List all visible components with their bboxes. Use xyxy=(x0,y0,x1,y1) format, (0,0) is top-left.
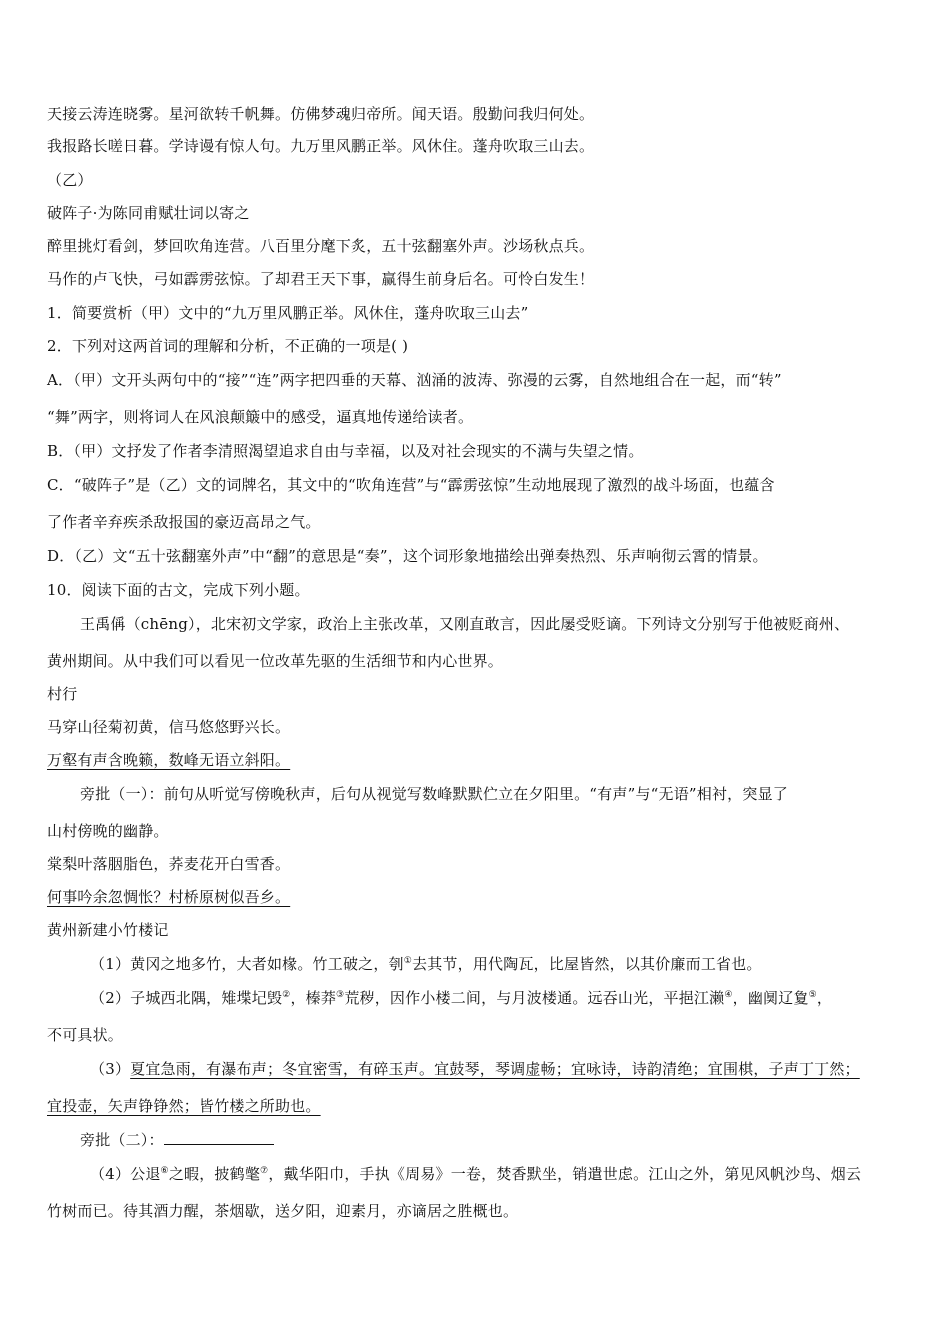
poem-title-cunxing: 村行 xyxy=(47,685,78,703)
poem-yi-line-2: 马作的卢飞快，弓如霹雳弦惊。了却君王天下事，赢得生前身后名。可怜白发生！ xyxy=(47,270,595,288)
side-note-1-line-1: 旁批（一）：前句从听觉写傍晚秋声，后句从视觉写数峰默默伫立在夕阳里。“有声”与“无语”相衬，突显了 xyxy=(80,785,788,803)
p4-text-a: （4）公退 xyxy=(90,1165,161,1183)
side-note-2 xyxy=(80,1130,274,1150)
essay-title: 黄州新建小竹楼记 xyxy=(47,921,169,939)
cunxing-line-4-underlined: 何事吟余忽惆怅？村桥原树似吾乡。 xyxy=(47,888,291,906)
p2-text-e: ， xyxy=(816,989,833,1007)
p2-text-a: （2）子城西北隅，雉堞圮毁 xyxy=(90,989,283,1007)
option-b: B．（甲）文抒发了作者李清照渴望追求自由与幸福，以及对社会现实的不满与失望之情。 xyxy=(47,442,644,460)
p4-text-c: ，戴华阳巾，手执《周易》一卷，焚香默坐，销遣世虑。江山之外，第见风帆沙鸟、烟云 xyxy=(268,1165,862,1183)
option-c-line-2: 了作者辛弃疾杀敌报国的豪迈高昂之气。 xyxy=(47,513,321,531)
option-a-line-2: “舞”两字，则将词人在风浪颠簸中的感受，逼真地传递给读者。 xyxy=(47,408,474,426)
footnote-mark: ⑤ xyxy=(808,990,817,1000)
p2-text-b: ，榛莽 xyxy=(290,989,337,1007)
p2-text-d: ，幽阒辽夐 xyxy=(732,989,809,1007)
question-10-stem: 10．阅读下面的古文，完成下列小题。 xyxy=(47,581,310,599)
poem-yi-line-1: 醉里挑灯看剑，梦回吹角连营。八百里分麾下炙，五十弦翻塞外声。沙场秋点兵。 xyxy=(47,237,595,255)
option-d: D．（乙）文“五十弦翻塞外声”中“翻”的意思是“奏”，这个词形象地描绘出弹奏热烈、乐声响彻云霄的情景。 xyxy=(47,547,768,565)
poem-yi-label: （乙） xyxy=(47,171,93,189)
essay-paragraph-2-line-1 xyxy=(90,988,832,1008)
poem-jia-line-2: 我报路长嗟日暮。学诗谩有惊人句。九万里风鹏正举。风休住。蓬舟吹取三山去。 xyxy=(47,137,595,155)
essay-paragraph-3-line-2-underlined: 宜投壶，矢声铮铮然；皆竹楼之所助也。 xyxy=(47,1097,321,1115)
question-2: 2．下列对这两首词的理解和分析，不正确的一项是( ) xyxy=(47,337,409,355)
answer-blank[interactable] xyxy=(164,1130,274,1145)
footnote-mark: ① xyxy=(403,956,413,966)
poem-yi-title: 破阵子·为陈同甫赋壮词以寄之 xyxy=(47,204,250,222)
footnote-mark: ② xyxy=(282,990,291,1000)
p1-text: （1）黄冈之地多竹，大者如椽。竹工破之，刳 xyxy=(90,955,404,973)
essay-paragraph-4-line-1 xyxy=(90,1164,861,1184)
essay-paragraph-2-line-2: 不可具状。 xyxy=(47,1026,124,1044)
footnote-mark: ⑥ xyxy=(160,1166,169,1176)
p1-rest: 去其节，用代陶瓦，比屋皆然，以其价廉而工省也。 xyxy=(412,955,762,973)
side-note-1-line-2: 山村傍晚的幽静。 xyxy=(47,822,169,840)
cunxing-line-3: 棠梨叶落胭脂色，荞麦花开白雪香。 xyxy=(47,855,291,873)
p2-text-c: 荒秽，因作小楼二间，与月波楼通。远吞山光，平挹江濑 xyxy=(344,989,725,1007)
intro-line-1: 王禹偁（chēng），北宋初文学家，政治上主张改革，又刚直敢言，因此屡受贬谪。下列诗文分别写于他被贬商州、 xyxy=(80,615,850,633)
poem-jia-line-1: 天接云涛连晓雾。星河欲转千帆舞。仿佛梦魂归帝所。闻天语。殷勤问我归何处。 xyxy=(47,105,595,123)
footnote-mark: ④ xyxy=(724,990,733,1000)
intro-line-2: 黄州期间。从中我们可以看见一位改革先驱的生活细节和内心世界。 xyxy=(47,652,504,670)
question-1: 1．简要赏析（甲）文中的“九万里风鹏正举。风休住，蓬舟吹取三山去” xyxy=(47,304,529,322)
essay-paragraph-3-line-1 xyxy=(90,1059,860,1079)
option-a-line-1: A．（甲）文开头两句中的“接”“连”两字把四垂的天幕、汹涌的波涛、弥漫的云雾，自然地组合在一起，而“转” xyxy=(47,371,782,389)
footnote-mark: ③ xyxy=(336,990,345,1000)
p3-underlined-text: 夏宜急雨，有瀑布声；冬宜密雪，有碎玉声。宜鼓琴，琴调虚畅；宜咏诗，诗韵清绝；宜围棋，子声丁丁然； xyxy=(130,1060,860,1078)
footnote-mark: ⑦ xyxy=(260,1166,269,1176)
side-note-2-label: 旁批（二）： xyxy=(80,1131,164,1149)
cunxing-line-1: 马穿山径菊初黄，信马悠悠野兴长。 xyxy=(47,718,291,736)
p4-text-b: 之暇，披鹤氅 xyxy=(168,1165,261,1183)
p3-label: （3） xyxy=(90,1060,131,1078)
essay-paragraph-1 xyxy=(90,954,762,974)
cunxing-line-2-underlined: 万壑有声含晚籁，数峰无语立斜阳。 xyxy=(47,751,291,769)
essay-paragraph-4-line-2: 竹树而已。待其酒力醒，茶烟歇，送夕阳，迎素月，亦谪居之胜概也。 xyxy=(47,1202,519,1220)
option-c-line-1: C．“破阵子”是（乙）文的词牌名，其文中的“吹角连营”与“霹雳弦惊”生动地展现了激烈的战斗场面，也蕴含 xyxy=(47,476,775,494)
